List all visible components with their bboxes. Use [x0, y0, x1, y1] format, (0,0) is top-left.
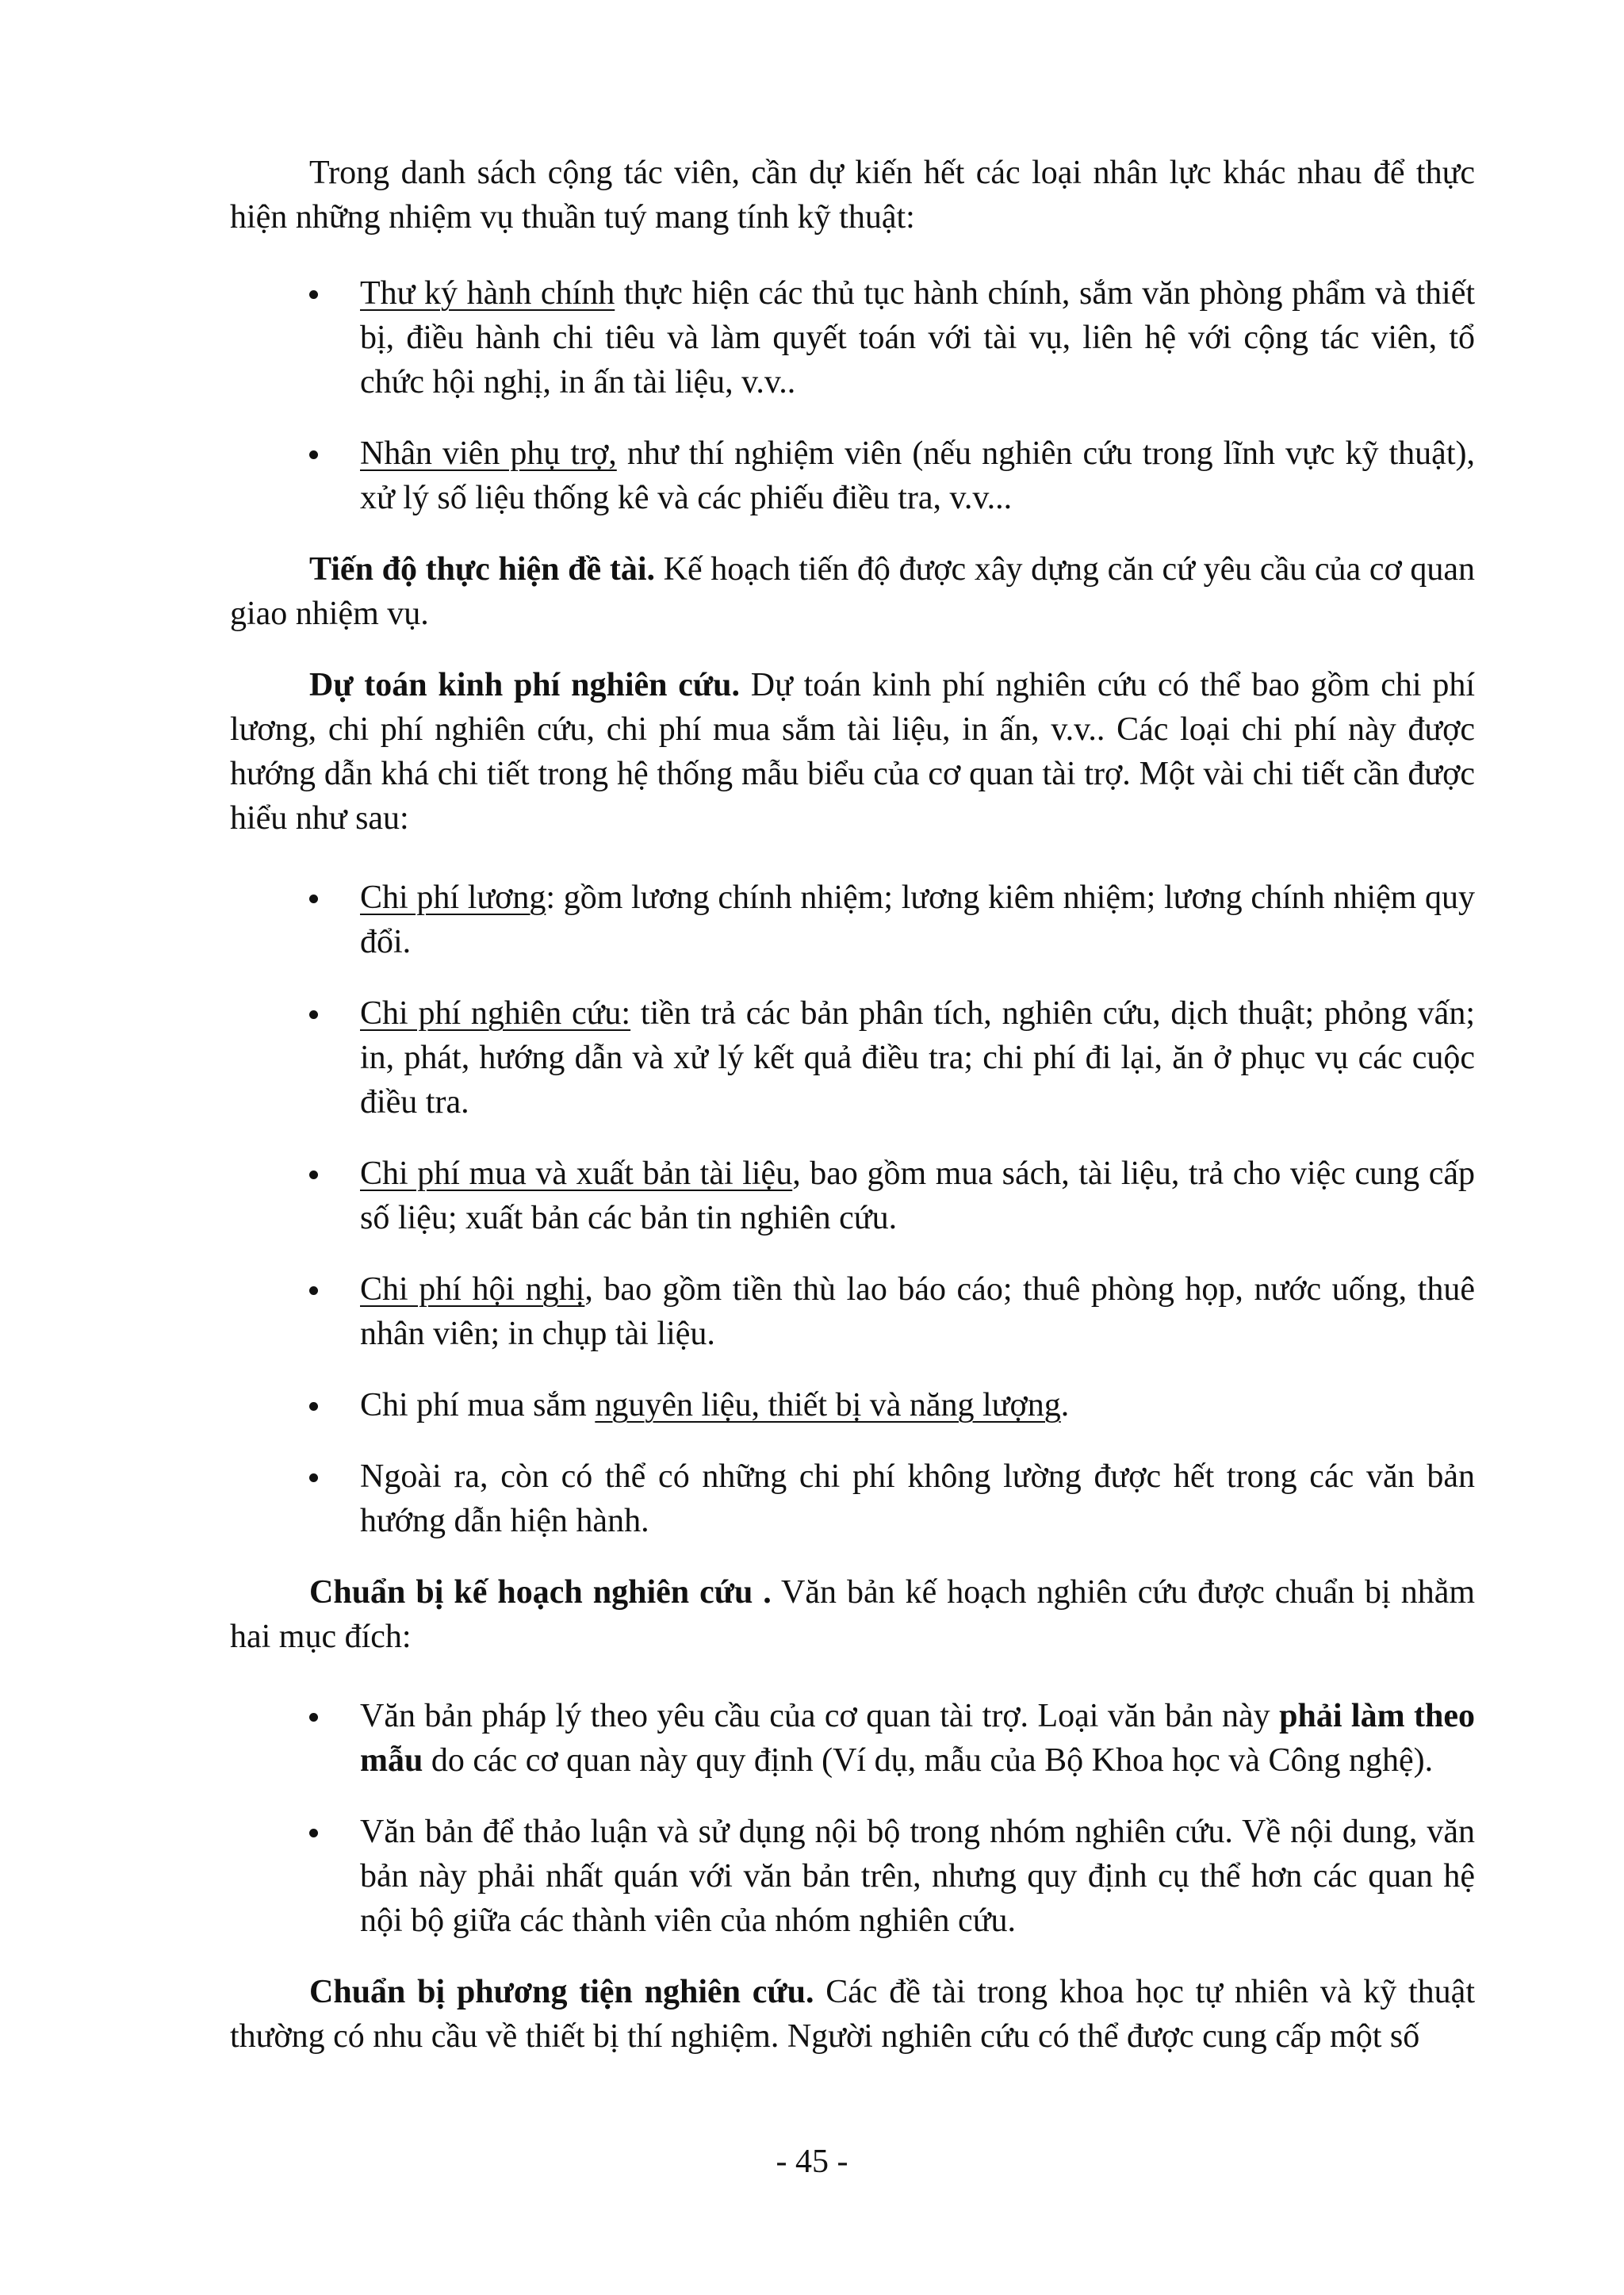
budget-text: Dự toán kinh phí nghiên cứu có thể bao gồm chi phí lương, chi phí nghiên cứu, chi phí mua sắm tài liệu, in ấn, v.v.. Các loại chi phí này được hướng dẫn khá chi tiết trong hệ thống mẫu biểu của cơ quan tài trợ. Một vài chi tiết cần được hiểu như sau: — [230, 667, 1475, 837]
bullet-icon — [309, 1286, 318, 1295]
list-item — [230, 1151, 1475, 1240]
budget-list — [230, 875, 1475, 1543]
intro-paragraph — [230, 151, 1475, 239]
list-item-pre: Ngoài ra, còn có thể có những chi phí không lường được hết trong các văn bản hướng dẫn hiện hành. — [360, 1458, 1475, 1539]
list-item-term: Chi phí hội nghị — [360, 1271, 585, 1308]
means-heading: Chuẩn bị phương tiện nghiên cứu. — [309, 1974, 814, 2010]
list-item-term: Chi phí lương — [360, 879, 546, 916]
list-item — [230, 1694, 1475, 1783]
bullet-icon — [309, 1473, 318, 1482]
plan-paragraph — [230, 1570, 1475, 1659]
list-item-text: thực hiện các thủ tục hành chính, sắm văn phòng phẩm và thiết bị, điều hành chi tiêu và làm quyết toán với tài vụ, liên hệ với cộng tác viên, tổ chức hội nghị, in ấn tài liệu, v.v.. — [360, 275, 1476, 400]
list-item — [230, 271, 1475, 404]
plan-text: Văn bản kế hoạch nghiên cứu được chuẩn bị nhằm hai mục đích: — [230, 1574, 1476, 1655]
list-item-bold: phải làm theo mẫu — [360, 1698, 1476, 1779]
bullet-icon — [309, 1170, 318, 1179]
list-item-term: nguyên liệu, thiết bị và năng lượng — [595, 1387, 1061, 1423]
list-item-pre: Văn bản pháp lý theo yêu cầu của cơ quan tài trợ. Loại văn bản này — [360, 1698, 1280, 1734]
list-item — [230, 991, 1475, 1125]
list-item-text: do các cơ quan này quy định (Ví dụ, mẫu của Bộ Khoa học và Công nghệ). — [423, 1742, 1434, 1779]
list-item-text: . — [1060, 1387, 1070, 1423]
schedule-paragraph — [230, 547, 1475, 636]
list-item-term: Thư ký hành chính — [360, 275, 615, 312]
bullet-icon — [309, 450, 318, 459]
list-item-text: như thí nghiệm viên (nếu nghiên cứu trong lĩnh vực kỹ thuật), xử lý số liệu thống kê và các phiếu điều tra, v.v... — [360, 435, 1475, 516]
means-text: Các đề tài trong khoa học tự nhiên và kỹ thuật thường có nhu cầu về thiết bị thí nghiệm. Người nghiên cứu có thể được cung cấp một số — [230, 1974, 1475, 2055]
list-item-term: Chi phí nghiên cứu: — [360, 995, 631, 1032]
list-item-pre: Chi phí mua sắm — [360, 1387, 596, 1423]
bullet-icon — [309, 1829, 318, 1837]
bullet-icon — [309, 290, 318, 299]
page-number: - 45 - — [776, 2144, 848, 2180]
list-item-text: , bao gồm mua sách, tài liệu, trả cho việc cung cấp số liệu; xuất bản các bản tin nghiên cứu. — [360, 1155, 1475, 1236]
bullet-icon — [309, 1402, 318, 1411]
schedule-heading: Tiến độ thực hiện đề tài. — [309, 551, 655, 588]
list-item-text: : gồm lương chính nhiệm; lương kiêm nhiệm; lương chính nhiệm quy đổi. — [360, 879, 1475, 960]
list-item-pre: Văn bản để thảo luận và sử dụng nội bộ trong nhóm nghiên cứu. Về nội dung, văn bản này phải nhất quán với văn bản trên, nhưng quy định cụ thể hơn các quan hệ nội bộ giữa các thành viên của nhóm nghiên cứu. — [360, 1814, 1475, 1939]
plan-list — [230, 1694, 1475, 1943]
list-item — [230, 875, 1475, 964]
intro-text: Trong danh sách cộng tác viên, cần dự kiến hết các loại nhân lực khác nhau để thực hiện những nhiệm vụ thuần tuý mang tính kỹ thuật: — [230, 155, 1475, 236]
means-paragraph — [230, 1970, 1475, 2059]
list-item — [230, 1454, 1475, 1543]
bullet-icon — [309, 1010, 318, 1019]
list-item — [230, 1810, 1475, 1943]
budget-paragraph — [230, 663, 1475, 841]
list-item-term: Nhân viên phụ trợ, — [360, 435, 617, 472]
list-item-term: Chi phí mua và xuất bản tài liệu — [360, 1155, 793, 1192]
list-item — [230, 431, 1475, 520]
bullet-icon — [309, 895, 318, 903]
schedule-text: Kế hoạch tiến độ được xây dựng căn cứ yêu cầu của cơ quan giao nhiệm vụ. — [230, 551, 1475, 632]
staff-list — [230, 271, 1475, 520]
list-item — [230, 1383, 1475, 1427]
document-page — [230, 151, 1475, 2086]
plan-heading: Chuẩn bị kế hoạch nghiên cứu . — [309, 1574, 772, 1611]
list-item-text: , bao gồm tiền thù lao báo cáo; thuê phòng họp, nước uống, thuê nhân viên; in chụp tài liệu. — [360, 1271, 1475, 1352]
budget-heading: Dự toán kinh phí nghiên cứu. — [309, 667, 740, 703]
list-item — [230, 1267, 1475, 1356]
list-item-text: tiền trả các bản phân tích, nghiên cứu, dịch thuật; phỏng vấn; in, phát, hướng dẫn và xử lý kết quả điều tra; chi phí đi lại, ăn ở phục vụ các cuộc điều tra. — [360, 995, 1475, 1121]
bullet-icon — [309, 1713, 318, 1722]
